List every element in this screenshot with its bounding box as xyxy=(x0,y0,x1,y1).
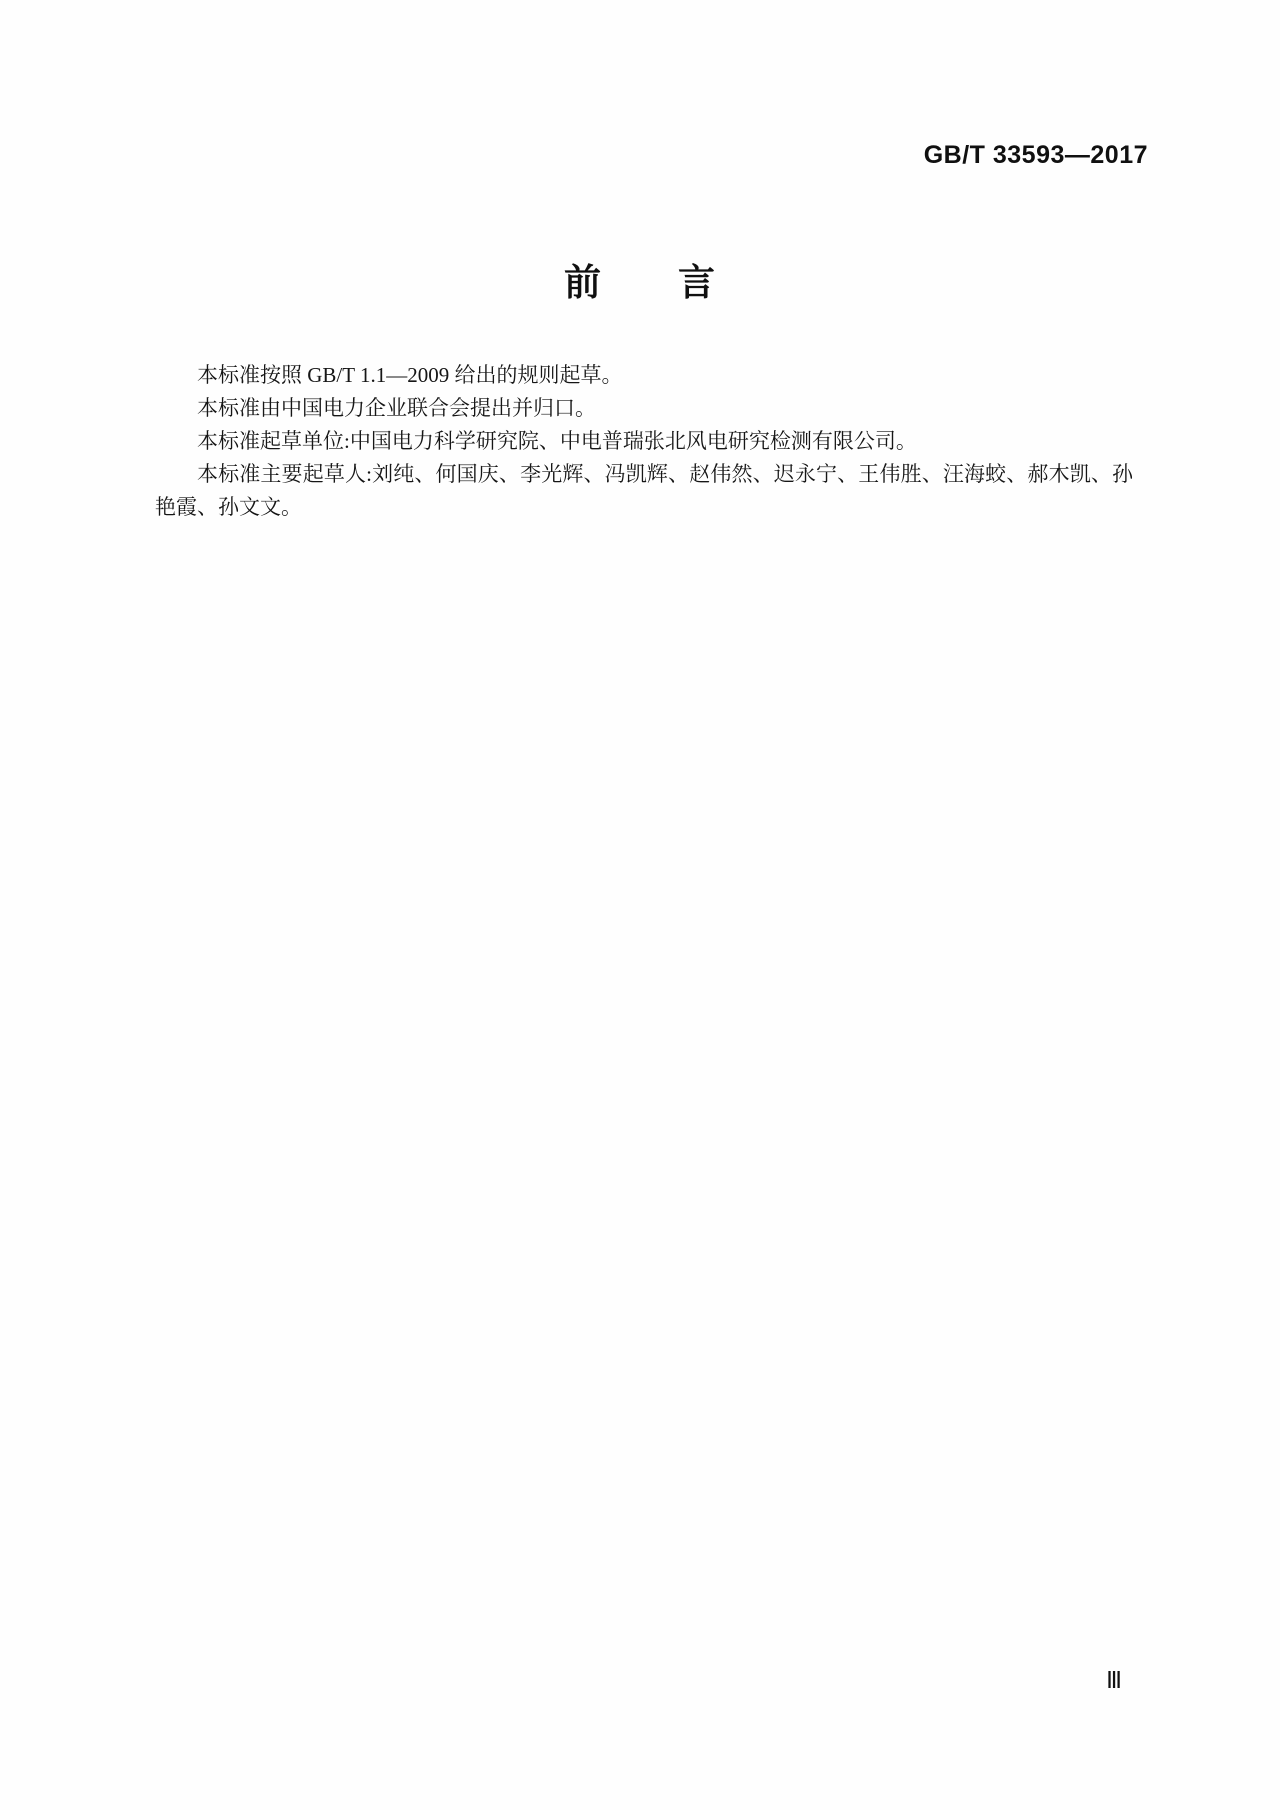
page-number: Ⅲ xyxy=(1106,1668,1122,1693)
foreword-body xyxy=(155,359,1133,524)
standard-number: GB/T 33593—2017 xyxy=(923,141,1148,169)
foreword-title: 前 言 xyxy=(564,263,716,304)
foreword-paragraph-main-drafters: 本标准主要起草人:刘纯、何国庆、李光辉、冯凯辉、赵伟然、迟永宁、王伟胜、汪海蛟、郝木凯、孙艳霞、孙文文。 xyxy=(155,462,1133,519)
foreword-paragraph-proposed-by: 本标准由中国电力企业联合会提出并归口。 xyxy=(197,396,596,420)
foreword-paragraph-drafting-rules: 本标准按照 GB/T 1.1—2009 给出的规则起草。 xyxy=(197,363,623,387)
foreword-paragraph-drafting-organizations: 本标准起草单位:中国电力科学研究院、中电普瑞张北风电研究检测有限公司。 xyxy=(197,429,917,453)
